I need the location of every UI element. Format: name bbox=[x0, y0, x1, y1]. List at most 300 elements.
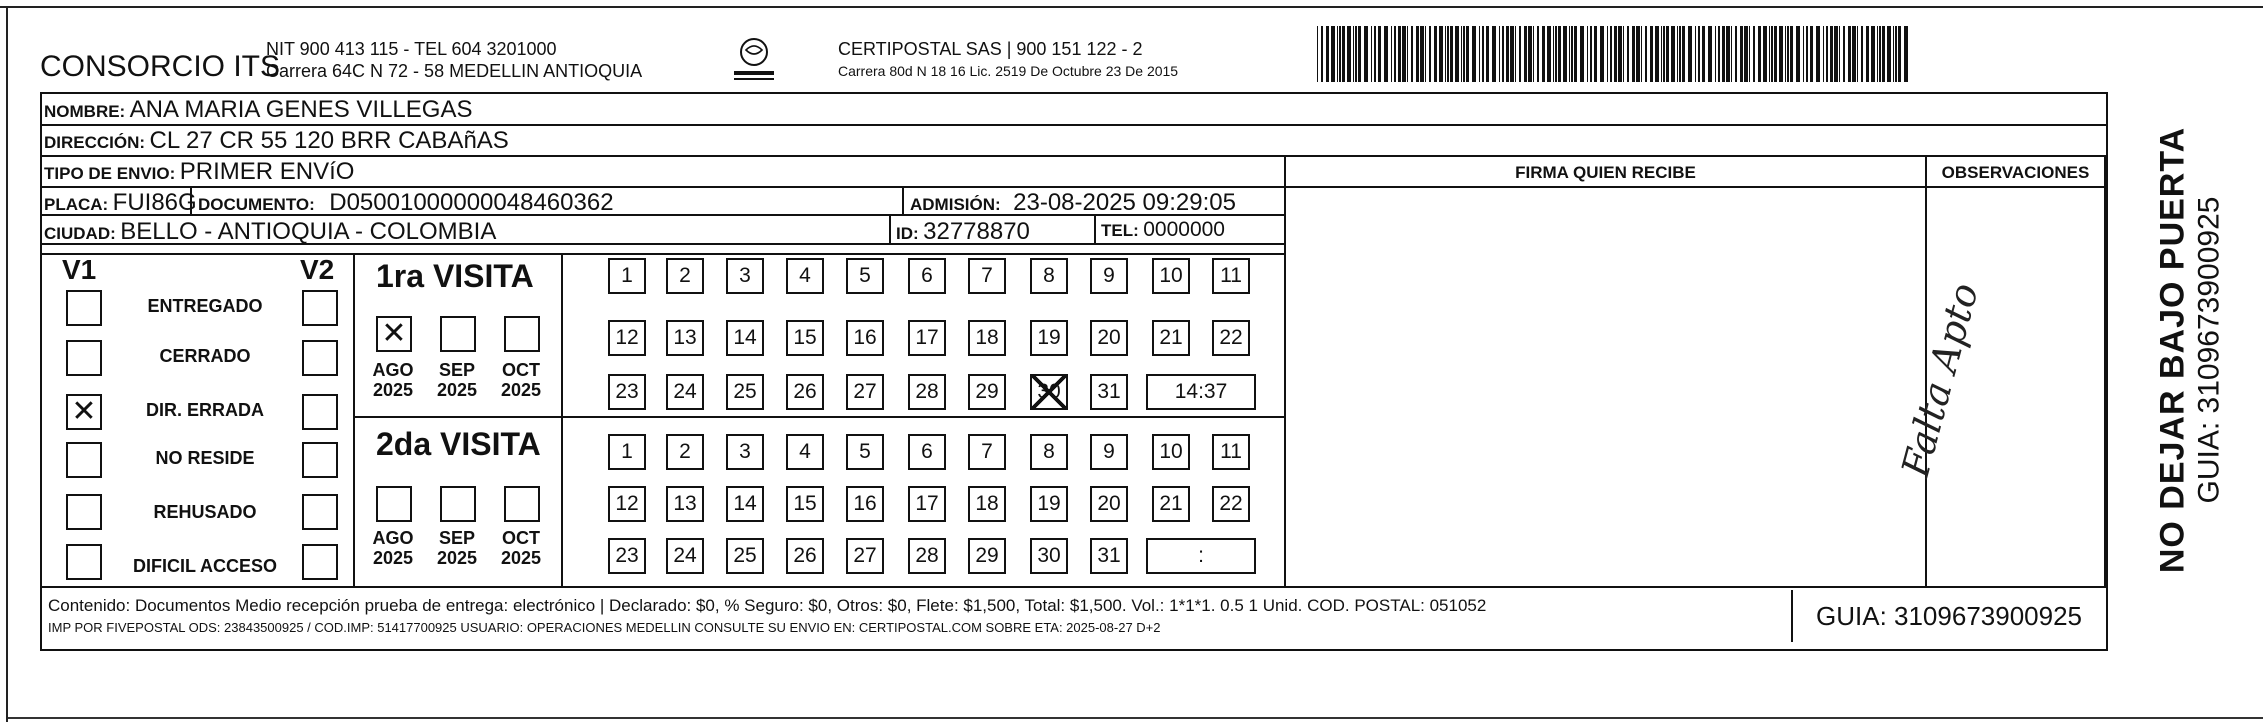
barcode-bar bbox=[1861, 26, 1863, 82]
first-visit-day-box[interactable]: 14 bbox=[726, 320, 764, 356]
barcode-bar bbox=[1702, 26, 1705, 82]
page-border-bottom bbox=[8, 717, 2263, 719]
barcode-bar bbox=[1429, 26, 1431, 82]
tipo-envio-value: PRIMER ENVíO bbox=[179, 158, 355, 185]
placa-label: PLACA: bbox=[44, 195, 109, 214]
company-address: Carrera 64C N 72 - 58 MEDELLIN ANTIOQUIA bbox=[266, 61, 643, 81]
barcode-bar bbox=[1708, 26, 1712, 82]
barcode-bar bbox=[1502, 26, 1504, 82]
second-visit-day-box[interactable]: 24 bbox=[666, 538, 704, 574]
rule bbox=[40, 586, 2106, 588]
status-rehusado: REHUSADO bbox=[153, 502, 257, 522]
barcode-bar bbox=[1735, 26, 1737, 82]
second-visit-day-box[interactable]: 21 bbox=[1152, 486, 1190, 522]
barcode-bar bbox=[1342, 26, 1345, 82]
barcode-bar bbox=[1420, 26, 1424, 82]
first-visit-month-ago bbox=[368, 360, 418, 400]
barcode-bar bbox=[1416, 26, 1419, 82]
barcode-bar bbox=[1879, 26, 1881, 82]
second-visit-day-box[interactable]: 1 bbox=[608, 434, 646, 470]
barcode-bar bbox=[1394, 26, 1396, 82]
barcode-bar bbox=[1679, 26, 1681, 82]
year-label: 2025 bbox=[500, 548, 542, 568]
barcode-bar bbox=[1677, 26, 1678, 82]
courier-logo-icon bbox=[726, 32, 782, 84]
tracking-barcode bbox=[1317, 26, 1909, 82]
second-visit-day-box[interactable]: 30 bbox=[1030, 538, 1068, 574]
observaciones-header: OBSERVACIONES bbox=[1941, 163, 2090, 182]
first-visit-day-box[interactable]: 3 bbox=[726, 258, 764, 294]
barcode-bar bbox=[1499, 26, 1500, 82]
barcode-bar bbox=[1466, 26, 1469, 82]
barcode-bar bbox=[1445, 26, 1446, 82]
barcode-bar bbox=[1688, 26, 1692, 82]
first-visit-day-box[interactable]: 6 bbox=[908, 258, 946, 294]
barcode-bar bbox=[1553, 26, 1554, 82]
guia-number: GUIA: 3109673900925 bbox=[1791, 590, 2105, 642]
barcode-bar bbox=[1857, 26, 1858, 82]
direccion-value: CL 27 CR 55 120 BRR CABAñAS bbox=[149, 127, 509, 154]
barcode-bar bbox=[1331, 26, 1335, 82]
signature-area[interactable] bbox=[1286, 188, 1925, 586]
month-label: AGO bbox=[372, 528, 414, 548]
courier-name: CERTIPOSTAL SAS | 900 151 122 - 2 bbox=[838, 39, 1143, 59]
barcode-bar bbox=[1537, 26, 1539, 82]
barcode-bar bbox=[1371, 26, 1372, 82]
documento-field bbox=[198, 189, 614, 217]
first-visit-day-box[interactable]: 19 bbox=[1030, 320, 1068, 356]
barcode-bar bbox=[1563, 26, 1567, 82]
barcode-bar bbox=[1486, 26, 1489, 82]
barcode-bar bbox=[1763, 26, 1767, 82]
barcode-bar bbox=[1695, 26, 1696, 82]
second-visit-title: 2da VISITA bbox=[376, 426, 541, 462]
first-visit-day-box[interactable]: 13 bbox=[666, 320, 704, 356]
status-dir-errada: DIR. ERRADA bbox=[145, 400, 264, 420]
second-visit-day-box[interactable]: 13 bbox=[666, 486, 704, 522]
barcode-bar bbox=[1718, 26, 1720, 82]
barcode-bar bbox=[1321, 26, 1323, 82]
second-visit-month-sep-checkbox[interactable] bbox=[440, 486, 476, 522]
v1-header: V1 bbox=[62, 254, 97, 285]
first-visit-day-box[interactable]: 1 bbox=[608, 258, 646, 294]
barcode-bar bbox=[1524, 26, 1527, 82]
v1-checkbox-dificil-acceso[interactable] bbox=[66, 544, 102, 580]
second-visit-day-box[interactable]: 23 bbox=[608, 538, 646, 574]
rule bbox=[902, 186, 904, 215]
first-visit-day-box[interactable]: 16 bbox=[846, 320, 884, 356]
barcode-bar bbox=[1317, 26, 1318, 82]
month-label: AGO bbox=[372, 360, 414, 380]
year-label: 2025 bbox=[372, 548, 414, 568]
nombre-field bbox=[44, 96, 472, 124]
barcode-bar bbox=[1866, 26, 1869, 82]
year-label: 2025 bbox=[436, 548, 478, 568]
barcode-bar bbox=[1823, 26, 1824, 82]
second-visit-day-box[interactable]: 27 bbox=[846, 538, 884, 574]
second-visit-month-oct bbox=[496, 528, 546, 568]
barcode-bar bbox=[1671, 26, 1675, 82]
barcode-bar bbox=[1607, 26, 1608, 82]
first-visit-title: 1ra VISITA bbox=[376, 258, 534, 294]
no-dejar-bajo-puerta: NO DEJAR BAJO PUERTA bbox=[2153, 126, 2192, 574]
barcode-bar bbox=[1839, 26, 1840, 82]
second-visit-day-box[interactable]: 31 bbox=[1090, 538, 1128, 574]
barcode-bar bbox=[1698, 26, 1700, 82]
barcode-bar bbox=[1358, 26, 1361, 82]
barcode-bar bbox=[1337, 26, 1338, 82]
barcode-bar bbox=[1434, 26, 1437, 82]
barcode-bar bbox=[1439, 26, 1443, 82]
rule bbox=[40, 155, 2106, 157]
barcode-bar bbox=[1555, 26, 1557, 82]
rule bbox=[1094, 214, 1096, 244]
first-visit-day-box[interactable]: 2 bbox=[666, 258, 704, 294]
side-notice bbox=[2154, 127, 2227, 573]
barcode-bar bbox=[1726, 26, 1730, 82]
first-visit-day-box[interactable]: 25 bbox=[726, 374, 764, 410]
barcode-bar bbox=[1590, 26, 1592, 82]
first-visit-month-oct-checkbox[interactable] bbox=[504, 316, 540, 352]
second-visit-month-ago bbox=[368, 528, 418, 568]
v2-checkbox-no-reside[interactable] bbox=[302, 442, 338, 478]
second-visit-day-box[interactable]: 16 bbox=[846, 486, 884, 522]
first-visit-day-box[interactable]: 24 bbox=[666, 374, 704, 410]
month-label: SEP bbox=[438, 528, 476, 548]
ciudad-label: CIUDAD: bbox=[44, 224, 116, 243]
barcode-bar bbox=[1519, 26, 1521, 82]
second-visit-day-box[interactable]: 18 bbox=[968, 486, 1006, 522]
placa-value: FUI86G bbox=[112, 189, 197, 216]
barcode-bar bbox=[1542, 26, 1545, 82]
barcode-bar bbox=[1326, 26, 1329, 82]
barcode-bar bbox=[1455, 26, 1459, 82]
barcode-bar bbox=[1384, 26, 1388, 82]
barcode-bar bbox=[1731, 26, 1732, 82]
barcode-bar bbox=[1627, 26, 1629, 82]
v2-header: V2 bbox=[300, 254, 335, 285]
first-visit-day-box[interactable]: 23 bbox=[608, 374, 646, 410]
barcode-bar bbox=[1887, 26, 1891, 82]
barcode-bar bbox=[1758, 26, 1761, 82]
admision-field bbox=[910, 189, 1236, 217]
v1-checkbox-entregado[interactable] bbox=[66, 290, 102, 326]
barcode-bar bbox=[1666, 26, 1669, 82]
month-label: SEP bbox=[438, 360, 476, 380]
first-visit-day-box[interactable]: 15 bbox=[786, 320, 824, 356]
barcode-bar bbox=[1895, 26, 1897, 82]
first-visit-day-box[interactable]: 20 bbox=[1090, 320, 1128, 356]
company-name: CONSORCIO ITS bbox=[40, 50, 281, 83]
first-visit-month-oct bbox=[496, 360, 546, 400]
barcode-bar bbox=[1492, 26, 1496, 82]
second-visit-day-box[interactable]: 3 bbox=[726, 434, 764, 470]
status-entregado: ENTREGADO bbox=[147, 296, 263, 316]
first-visit-month-sep-checkbox[interactable] bbox=[440, 316, 476, 352]
barcode-bar bbox=[1744, 26, 1748, 82]
barcode-bar bbox=[1574, 26, 1577, 82]
rule bbox=[40, 124, 2106, 126]
first-visit-day-box[interactable]: 22 bbox=[1212, 320, 1250, 356]
first-visit-time-box[interactable]: 14:37 bbox=[1146, 374, 1256, 410]
second-visit-day-box[interactable]: 20 bbox=[1090, 486, 1128, 522]
second-visit-day-box[interactable]: 14 bbox=[726, 486, 764, 522]
barcode-bar bbox=[1785, 26, 1786, 82]
barcode-bar bbox=[1661, 26, 1662, 82]
second-visit-day-box[interactable]: 6 bbox=[908, 434, 946, 470]
rule bbox=[353, 416, 1284, 418]
second-visit-day-box[interactable]: 15 bbox=[786, 486, 824, 522]
barcode-bar bbox=[1623, 26, 1624, 82]
barcode-bar bbox=[1645, 26, 1647, 82]
first-visit-month-ago-checkbox[interactable]: ✕ bbox=[376, 316, 412, 352]
barcode-bar bbox=[1600, 26, 1604, 82]
tipo-envio-field bbox=[44, 158, 354, 186]
barcode-bar bbox=[1740, 26, 1743, 82]
barcode-bar bbox=[1479, 26, 1480, 82]
status-cerrado: CERRADO bbox=[159, 346, 251, 366]
barcode-bar bbox=[1618, 26, 1622, 82]
barcode-bar bbox=[1547, 26, 1551, 82]
first-visit-day-box[interactable]: 12 bbox=[608, 320, 646, 356]
v2-checkbox-cerrado[interactable] bbox=[302, 340, 338, 376]
barcode-bar bbox=[1632, 26, 1635, 82]
barcode-bar bbox=[1852, 26, 1856, 82]
barcode-bar bbox=[1834, 26, 1838, 82]
barcode-bar bbox=[1510, 26, 1514, 82]
side-guia-number: GUIA: 3109673900925 bbox=[2192, 196, 2226, 504]
rule bbox=[889, 214, 891, 244]
first-visit-day-box[interactable]: 27 bbox=[846, 374, 884, 410]
barcode-bar bbox=[1614, 26, 1617, 82]
documento-label: DOCUMENTO: bbox=[198, 195, 315, 214]
barcode-bar bbox=[1587, 26, 1588, 82]
admision-label: ADMISIÓN: bbox=[910, 195, 1001, 214]
barcode-bar bbox=[1355, 26, 1357, 82]
barcode-bar bbox=[1461, 26, 1462, 82]
first-visit-day-box[interactable]: 10 bbox=[1152, 258, 1190, 294]
first-visit-day-box[interactable]: 31 bbox=[1090, 374, 1128, 410]
second-visit-day-box[interactable]: 19 bbox=[1030, 486, 1068, 522]
barcode-bar bbox=[1472, 26, 1476, 82]
rule bbox=[561, 253, 563, 587]
second-visit-day-box[interactable]: 10 bbox=[1152, 434, 1190, 470]
barcode-bar bbox=[1790, 26, 1793, 82]
second-visit-day-box[interactable]: 22 bbox=[1212, 486, 1250, 522]
documento-value: D05001000000048460362 bbox=[329, 189, 614, 216]
status-dificil-acceso: DIFICIL ACCESO bbox=[132, 556, 277, 576]
second-visit-day-box[interactable]: 26 bbox=[786, 538, 824, 574]
second-visit-day-box[interactable]: 17 bbox=[908, 486, 946, 522]
barcode-bar bbox=[1558, 26, 1561, 82]
barcode-bar bbox=[1882, 26, 1885, 82]
barcode-bar bbox=[1407, 26, 1408, 82]
tipo-envio-label: TIPO DE ENVIO: bbox=[44, 164, 176, 183]
barcode-bar bbox=[1806, 26, 1808, 82]
first-visit-day-box[interactable]: 11 bbox=[1212, 258, 1250, 294]
barcode-bar bbox=[1411, 26, 1413, 82]
barcode-bar bbox=[1771, 26, 1773, 82]
observation-handwritten-note: Falta Apto bbox=[1893, 278, 1987, 482]
barcode-bar bbox=[1450, 26, 1453, 82]
barcode-bar bbox=[1715, 26, 1716, 82]
placa-field bbox=[44, 189, 197, 217]
barcode-bar bbox=[1641, 26, 1642, 82]
v2-checkbox-entregado[interactable] bbox=[302, 290, 338, 326]
barcode-bar bbox=[1816, 26, 1820, 82]
v1-checkbox-no-reside[interactable] bbox=[66, 442, 102, 478]
tel-value: 0000000 bbox=[1143, 218, 1225, 241]
barcode-bar bbox=[1663, 26, 1665, 82]
barcode-bar bbox=[1594, 26, 1597, 82]
second-visit-day-box[interactable]: 4 bbox=[786, 434, 824, 470]
barcode-bar bbox=[1655, 26, 1659, 82]
barcode-bar bbox=[1463, 26, 1465, 82]
second-visit-day-box[interactable]: 9 bbox=[1090, 434, 1128, 470]
v2-checkbox-rehusado[interactable] bbox=[302, 494, 338, 530]
barcode-bar bbox=[1848, 26, 1851, 82]
barcode-bar bbox=[1830, 26, 1833, 82]
barcode-bar bbox=[1569, 26, 1570, 82]
barcode-bar bbox=[1398, 26, 1401, 82]
year-label: 2025 bbox=[500, 380, 542, 400]
barcode-bar bbox=[1877, 26, 1878, 82]
barcode-bar bbox=[1571, 26, 1573, 82]
first-visit-day-box[interactable]: 9 bbox=[1090, 258, 1128, 294]
v2-checkbox-dir-errada[interactable] bbox=[302, 394, 338, 430]
barcode-bar bbox=[1353, 26, 1354, 82]
barcode-bar bbox=[1787, 26, 1789, 82]
v1-checkbox-rehusado[interactable] bbox=[66, 494, 102, 530]
barcode-bar bbox=[1779, 26, 1783, 82]
barcode-bar bbox=[1482, 26, 1484, 82]
barcode-bar bbox=[1803, 26, 1804, 82]
second-visit-day-box[interactable]: 8 bbox=[1030, 434, 1068, 470]
direccion-label: DIRECCIÓN: bbox=[44, 133, 146, 152]
barcode-bar bbox=[1425, 26, 1426, 82]
barcode-bar bbox=[1378, 26, 1381, 82]
second-visit-day-box[interactable]: 29 bbox=[968, 538, 1006, 574]
v2-checkbox-dificil-acceso[interactable] bbox=[302, 544, 338, 580]
second-visit-day-box[interactable]: 7 bbox=[968, 434, 1006, 470]
barcode-bar bbox=[1774, 26, 1777, 82]
second-visit-month-ago-checkbox[interactable] bbox=[376, 486, 412, 522]
barcode-bar bbox=[1769, 26, 1770, 82]
first-visit-day-box[interactable]: 26 bbox=[786, 374, 824, 410]
second-visit-day-box[interactable]: 11 bbox=[1212, 434, 1250, 470]
tel-field bbox=[1101, 218, 1225, 242]
rule bbox=[353, 253, 355, 587]
print-info-line: IMP POR FIVEPOSTAL ODS: 23843500925 / COD.IMP: 51417700925 USUARIO: OPERACIONES MEDELLIN CONSULTE SU ENVIO EN: CERTIPOSTAL.COM SOBRE ETA: 2025-08-27 D+2 bbox=[48, 620, 1161, 635]
courier-info bbox=[838, 38, 1178, 82]
second-visit-day-box[interactable]: 12 bbox=[608, 486, 646, 522]
courier-license: Carrera 80d N 18 16 Lic. 2519 De Octubre 23 De 2015 bbox=[838, 63, 1179, 79]
barcode-bar bbox=[1391, 26, 1392, 82]
ciudad-field bbox=[44, 218, 496, 246]
barcode-bar bbox=[1364, 26, 1368, 82]
barcode-bar bbox=[1533, 26, 1534, 82]
barcode-bar bbox=[1347, 26, 1351, 82]
rule bbox=[40, 253, 1284, 255]
barcode-bar bbox=[1843, 26, 1845, 82]
first-visit-day-box[interactable]: 7 bbox=[968, 258, 1006, 294]
id-label: ID: bbox=[896, 224, 919, 243]
second-visit-month-sep bbox=[432, 528, 482, 568]
first-visit-day-box[interactable]: 8 bbox=[1030, 258, 1068, 294]
first-visit-day-box[interactable]: 5 bbox=[846, 258, 884, 294]
rule bbox=[2104, 155, 2106, 586]
first-visit-day-box[interactable]: 21 bbox=[1152, 320, 1190, 356]
page-border-top bbox=[0, 6, 2263, 8]
company-info bbox=[266, 38, 642, 82]
barcode-bar bbox=[1506, 26, 1509, 82]
barcode-bar bbox=[1528, 26, 1532, 82]
year-label: 2025 bbox=[436, 380, 478, 400]
second-visit-month-oct-checkbox[interactable] bbox=[504, 486, 540, 522]
second-visit-day-box[interactable]: 25 bbox=[726, 538, 764, 574]
barcode-bar bbox=[1904, 26, 1908, 82]
tel-label: TEL: bbox=[1101, 221, 1139, 240]
month-label: OCT bbox=[502, 528, 540, 548]
barcode-bar bbox=[1898, 26, 1901, 82]
barcode-bar bbox=[1749, 26, 1750, 82]
barcode-bar bbox=[1610, 26, 1612, 82]
id-value: 32778870 bbox=[923, 218, 1030, 245]
status-no-reside: NO RESIDE bbox=[155, 448, 255, 468]
barcode-bar bbox=[1650, 26, 1653, 82]
ciudad-value: BELLO - ANTIOQUIA - COLOMBIA bbox=[120, 218, 497, 245]
barcode-bar bbox=[1447, 26, 1449, 82]
barcode-bar bbox=[1515, 26, 1516, 82]
barcode-bar bbox=[1402, 26, 1406, 82]
first-visit-month-sep bbox=[432, 360, 482, 400]
first-visit-day-box[interactable]: 4 bbox=[786, 258, 824, 294]
nombre-label: NOMBRE: bbox=[44, 102, 126, 121]
second-visit-day-box[interactable]: 2 bbox=[666, 434, 704, 470]
barcode-bar bbox=[1722, 26, 1725, 82]
admision-value: 23-08-2025 09:29:05 bbox=[1013, 189, 1236, 216]
first-visit-day-box[interactable]: 30 bbox=[1030, 374, 1068, 410]
barcode-bar bbox=[1826, 26, 1828, 82]
first-visit-day-box[interactable]: 18 bbox=[968, 320, 1006, 356]
barcode-bar bbox=[1796, 26, 1800, 82]
first-visit-day-box[interactable]: 29 bbox=[968, 374, 1006, 410]
barcode-bar bbox=[1374, 26, 1376, 82]
second-visit-day-box[interactable]: 28 bbox=[908, 538, 946, 574]
barcode-bar bbox=[1580, 26, 1584, 82]
barcode-bar bbox=[1682, 26, 1685, 82]
first-visit-day-box[interactable]: 17 bbox=[908, 320, 946, 356]
second-visit-time-box[interactable]: : bbox=[1146, 538, 1256, 574]
v1-checkbox-cerrado[interactable] bbox=[66, 340, 102, 376]
barcode-bar bbox=[1636, 26, 1640, 82]
v1-checkbox-dir-errada[interactable]: ✕ bbox=[66, 394, 102, 430]
year-label: 2025 bbox=[372, 380, 414, 400]
barcode-bar bbox=[1753, 26, 1755, 82]
month-label: OCT bbox=[502, 360, 540, 380]
id-field bbox=[896, 218, 1030, 246]
barcode-bar bbox=[1339, 26, 1341, 82]
page-border-left bbox=[6, 6, 8, 722]
barcode-bar bbox=[1893, 26, 1894, 82]
first-visit-day-box[interactable]: 28 bbox=[908, 374, 946, 410]
company-nit: NIT 900 413 115 - TEL 604 3201000 bbox=[266, 39, 557, 59]
direccion-field bbox=[44, 127, 509, 155]
firma-header: FIRMA QUIEN RECIBE bbox=[1515, 163, 1696, 182]
barcode-bar bbox=[1871, 26, 1875, 82]
second-visit-day-box[interactable]: 5 bbox=[846, 434, 884, 470]
nombre-value: ANA MARIA GENES VILLEGAS bbox=[129, 96, 473, 123]
